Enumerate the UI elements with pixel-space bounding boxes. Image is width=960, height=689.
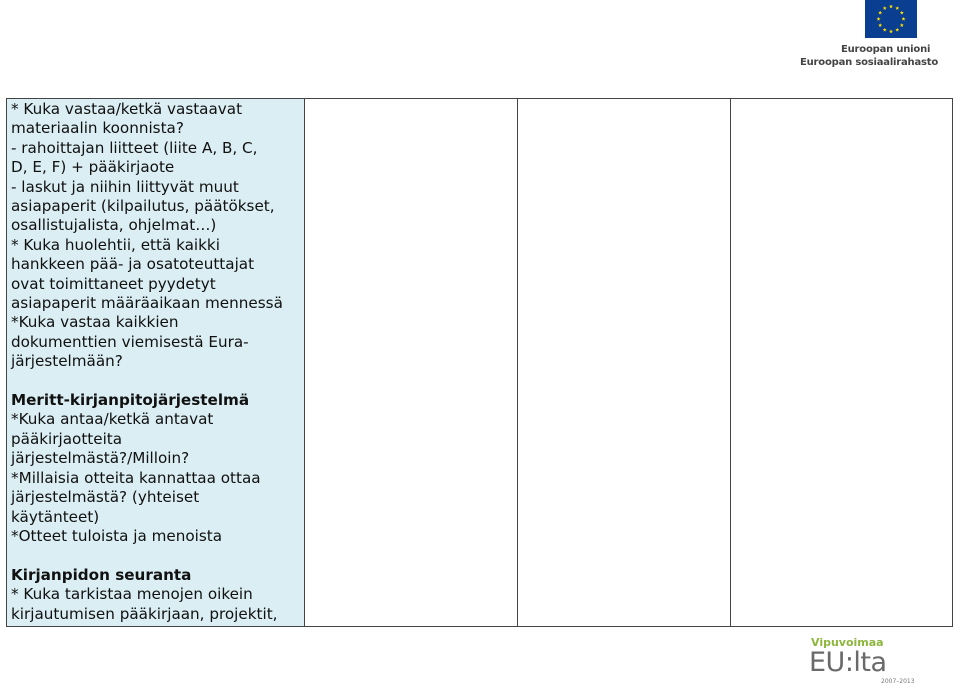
text-line: * Kuka huolehtii, että kaikki — [11, 235, 220, 254]
section-heading: Meritt-kirjanpitojärjestelmä — [11, 391, 250, 410]
question-text — [7, 99, 304, 624]
text-line: * Kuka tarkistaa menojen oikein — [11, 585, 253, 604]
text-line: - laskut ja niihin liittyvät muut — [11, 177, 239, 196]
empty-cell — [518, 99, 731, 627]
text-line: hankkeen pää- ja osatoteuttajat — [11, 255, 255, 274]
eu-logo — [797, 0, 939, 70]
empty-cell — [305, 99, 518, 627]
section-bookkeeping-followup — [11, 566, 300, 624]
text-line: D, E, F) + pääkirjaote — [11, 158, 175, 177]
esf-label: Euroopan sosiaalirahasto — [800, 57, 939, 68]
vipu-main: EU:lta — [809, 647, 887, 678]
text-line: järjestelmästä? (yhteiset — [11, 488, 200, 507]
empty-cell — [731, 99, 953, 627]
text-line: - rahoittajan liitteet (liite A, B, C, — [11, 138, 258, 157]
table-row — [7, 99, 953, 627]
text-line: materiaalin koonnista? — [11, 119, 184, 138]
text-line: * Kuka vastaa/ketkä vastaavat — [11, 100, 243, 118]
section-heading: Kirjanpidon seuranta — [11, 565, 192, 584]
text-line: kirjautumisen pääkirjaan, projektit, — [11, 604, 278, 623]
planning-table — [6, 98, 953, 627]
text-line: ovat toimittaneet pyydetyt — [11, 274, 216, 293]
eu-flag-icon — [865, 0, 917, 38]
spacer — [11, 546, 300, 565]
text-line: käytänteet) — [11, 507, 100, 526]
text-line: *Kuka vastaa kaikkien — [11, 313, 179, 332]
eu-union-label: Euroopan unioni — [841, 44, 931, 55]
text-line: asiapaperit (kilpailutus, päätökset, — [11, 197, 275, 216]
eu-stars-icon — [865, 0, 917, 38]
text-line: *Otteet tuloista ja menoista — [11, 526, 223, 545]
vipu-title: Vipuvoimaa — [811, 636, 884, 649]
text-line: järjestelmään? — [11, 352, 123, 371]
text-line: pääkirjaotteita — [11, 429, 123, 448]
question-cell — [7, 99, 305, 627]
section-material — [11, 100, 300, 372]
section-accounting-system — [11, 391, 300, 546]
text-line: dokumenttien viemisestä Eura- — [11, 332, 249, 351]
text-line: *Millaisia otteita kannattaa ottaa — [11, 468, 261, 487]
vipuvoimaa-logo — [809, 636, 919, 686]
text-line: osallistujalista, ohjelmat…) — [11, 216, 217, 235]
text-line: asiapaperit määräaikaan mennessä — [11, 294, 283, 313]
vipu-years: 2007–2013 — [881, 678, 915, 685]
text-line: *Kuka antaa/ketkä antavat — [11, 410, 214, 429]
text-line: järjestelmästä?/Milloin? — [11, 449, 190, 468]
spacer — [11, 372, 300, 391]
